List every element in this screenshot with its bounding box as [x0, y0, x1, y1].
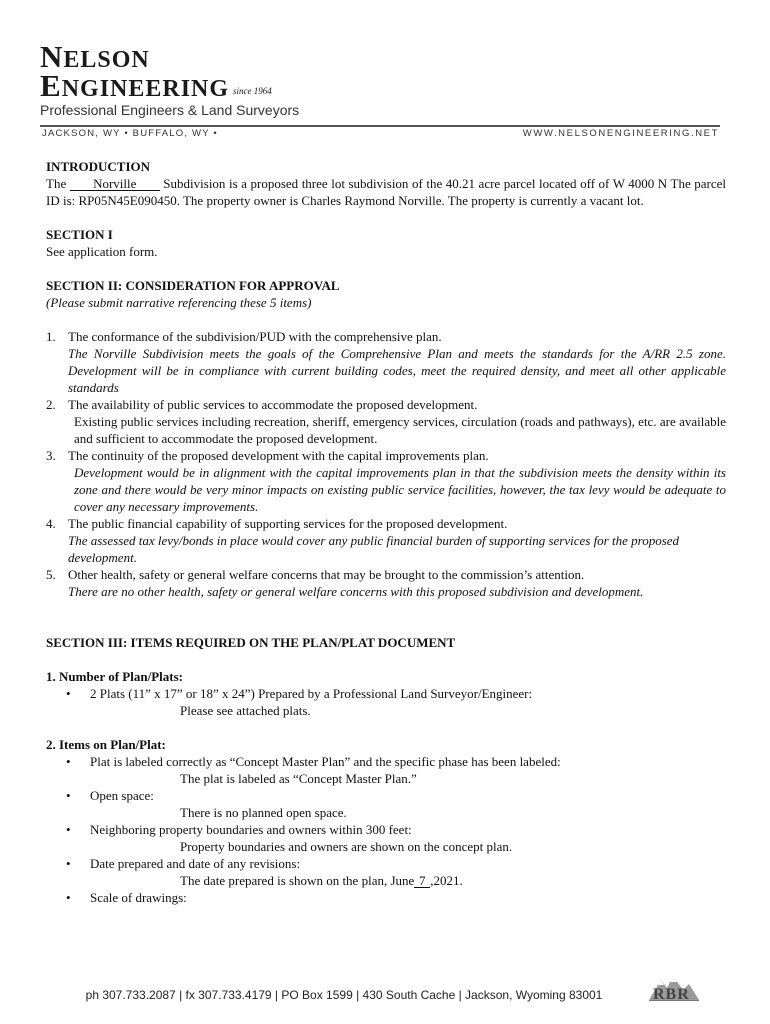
list-item-answer: There is no planned open space. — [180, 805, 347, 820]
bullet-icon: • — [66, 788, 71, 803]
list-item-answer: Please see attached plats. — [180, 703, 311, 718]
item-number: 4. — [46, 516, 56, 531]
item-number: 3. — [46, 448, 56, 463]
mountain-logo-icon — [645, 970, 701, 1016]
letterhead-divider — [40, 125, 720, 127]
list-item — [46, 855, 726, 889]
bullet-icon: • — [66, 890, 71, 905]
plats-number-heading: 1. Number of Plan/Plats: — [46, 669, 183, 684]
item-answer: Existing public services including recreation, sheriff, emergency services, circulation (roads and pathways), etc. are available and sufficient to accommodate the proposed development. — [74, 414, 726, 446]
item-answer: There are no other health, safety or general welfare concerns with this proposed subdivision and development. — [68, 584, 644, 599]
item-answer: Development would be in alignment with the capital improvements plan in that the subdivision meets the density within its zone and there would be very minor impacts on existing public service facilities, however, the tax levy would be adequate to cover any necessary improvements. — [74, 465, 726, 514]
date-text: The date prepared is shown on the plan, June — [180, 873, 415, 888]
approval-item-2 — [46, 396, 726, 447]
list-item — [46, 889, 726, 906]
plan-items-heading: 2. Items on Plan/Plat: — [46, 737, 166, 752]
bullet-icon: • — [66, 856, 71, 871]
item-title: The public financial capability of supporting services for the proposed development. — [68, 516, 508, 531]
company-name — [40, 39, 272, 104]
approval-item-5 — [46, 566, 726, 600]
item-number: 5. — [46, 567, 56, 582]
list-item — [46, 753, 726, 787]
intro-text-start: The — [46, 176, 67, 191]
item-answer: The Norville Subdivision meets the goals of the Comprehensive Plan and meets the standards for the A/RR 2.5 zone. Development will be in compliance with current building codes, meet the required density, and meet all other applicable standards — [68, 346, 726, 395]
subdivision-name-blank: Norville — [70, 177, 160, 191]
list-item-text: Open space: — [90, 788, 154, 803]
bullet-icon: • — [66, 754, 71, 769]
section-2-heading: SECTION II: CONSIDERATION FOR APPROVAL — [46, 278, 340, 293]
list-item-text: Neighboring property boundaries and owners within 300 feet: — [90, 822, 412, 837]
section-2-note: (Please submit narrative referencing these 5 items) — [46, 295, 312, 310]
approval-item-1 — [46, 328, 726, 396]
list-item — [46, 685, 726, 719]
approval-item-4 — [46, 515, 726, 566]
approval-item-3 — [46, 447, 726, 515]
item-title: Other health, safety or general welfare concerns that may be brought to the commission’s attention. — [68, 567, 585, 582]
list-item-text: 2 Plats (11” x 17” or 18” x 24”) Prepared by a Professional Land Surveyor/Engineer: — [90, 686, 533, 701]
list-item-text: Scale of drawings: — [90, 890, 187, 905]
item-number: 2. — [46, 397, 56, 412]
item-title: The conformance of the subdivision/PUD with the comprehensive plan. — [68, 329, 442, 344]
item-title: The continuity of the proposed development with the capital improvements plan. — [68, 448, 489, 463]
intro-paragraph — [46, 175, 726, 209]
company-name-cap-1: N — [40, 39, 64, 74]
list-item-text: Date prepared and date of any revisions: — [90, 856, 301, 871]
item-title: The availability of public services to accommodate the proposed development. — [68, 397, 478, 412]
date-year: ,2021. — [430, 873, 463, 888]
bullet-icon: • — [66, 822, 71, 837]
footer-contact: ph 307.733.2087 | fx 307.733.4179 | PO Box 1599 | 430 South Cache | Jackson, Wyoming 83001 — [85, 988, 603, 1002]
item-answer: The assessed tax levy/bonds in place would cover any public financial burden of supporting services for the proposed development. — [68, 533, 680, 565]
section-1-heading: SECTION I — [46, 227, 113, 242]
company-name-cap-2: E — [40, 68, 62, 103]
list-item-text: Plat is labeled correctly as “Concept Master Plan” and the specific phase has been labeled: — [90, 754, 561, 769]
company-website[interactable]: WWW.NELSONENGINEERING.NET — [522, 128, 719, 139]
list-item-answer: Property boundaries and owners are shown on the concept plan. — [180, 839, 513, 854]
section-1-text: See application form. — [46, 244, 158, 259]
since-label: since 1964 — [233, 86, 272, 96]
list-item-answer: The plat is labeled as “Concept Master Plan.” — [180, 771, 417, 786]
list-item — [46, 821, 726, 855]
item-number: 1. — [46, 329, 56, 344]
office-locations: JACKSON, WY • BUFFALO, WY • — [42, 128, 218, 139]
list-item — [46, 787, 726, 821]
logo-text: RBR — [653, 986, 690, 1003]
date-day-blank: 7 — [414, 874, 430, 888]
bullet-icon: • — [66, 686, 71, 701]
section-3-heading: SECTION III: ITEMS REQUIRED ON THE PLAN/PLAT DOCUMENT — [46, 635, 456, 650]
intro-text-rest: Subdivision is a proposed three lot subdivision of the 40.21 acre parcel located off of W 4000 N The parcel ID is: RP05N45E090450. The property owner is Charles Raymond Norville. The property is currently a vacant lot. — [46, 176, 727, 208]
list-item-answer — [90, 872, 726, 889]
company-name-line-2: NGINEERING — [61, 76, 230, 102]
company-name-line-1: ELSON — [63, 47, 150, 73]
document-body — [46, 158, 726, 906]
company-subtitle: Professional Engineers & Land Surveyors — [40, 102, 300, 118]
intro-heading: INTRODUCTION — [46, 159, 151, 174]
